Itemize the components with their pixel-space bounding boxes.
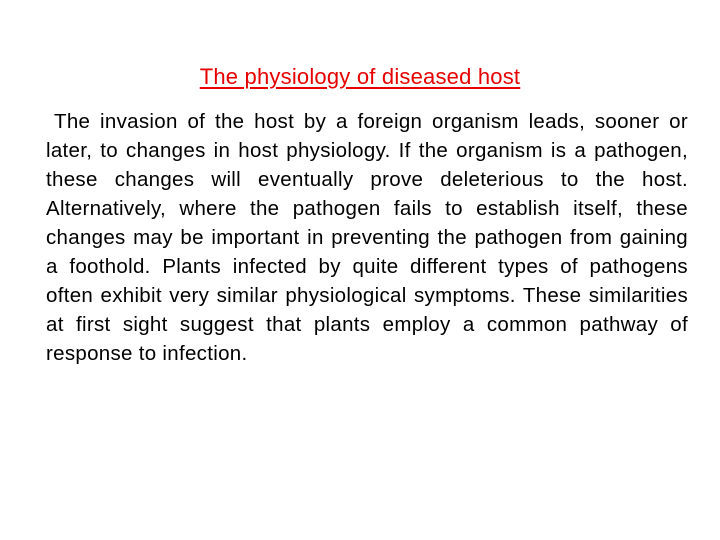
- slide-title-text: The physiology of diseased host: [199, 64, 521, 89]
- slide-body-text: The invasion of the host by a foreign organism leads, sooner or later, to changes in host physiology. If the organism is a pathogen, these changes will eventually prove deleterious to the host. Alternatively, where the pathogen fails to establish itself, these changes may be important in preventing the pathogen from gaining a foothold. Plants infected by quite different types of pathogens often exhibit very similar physiological symptoms. These similarities at first sight suggest that plants employ a common pathway of response to infection.: [46, 110, 688, 365]
- slide-title: [0, 62, 720, 92]
